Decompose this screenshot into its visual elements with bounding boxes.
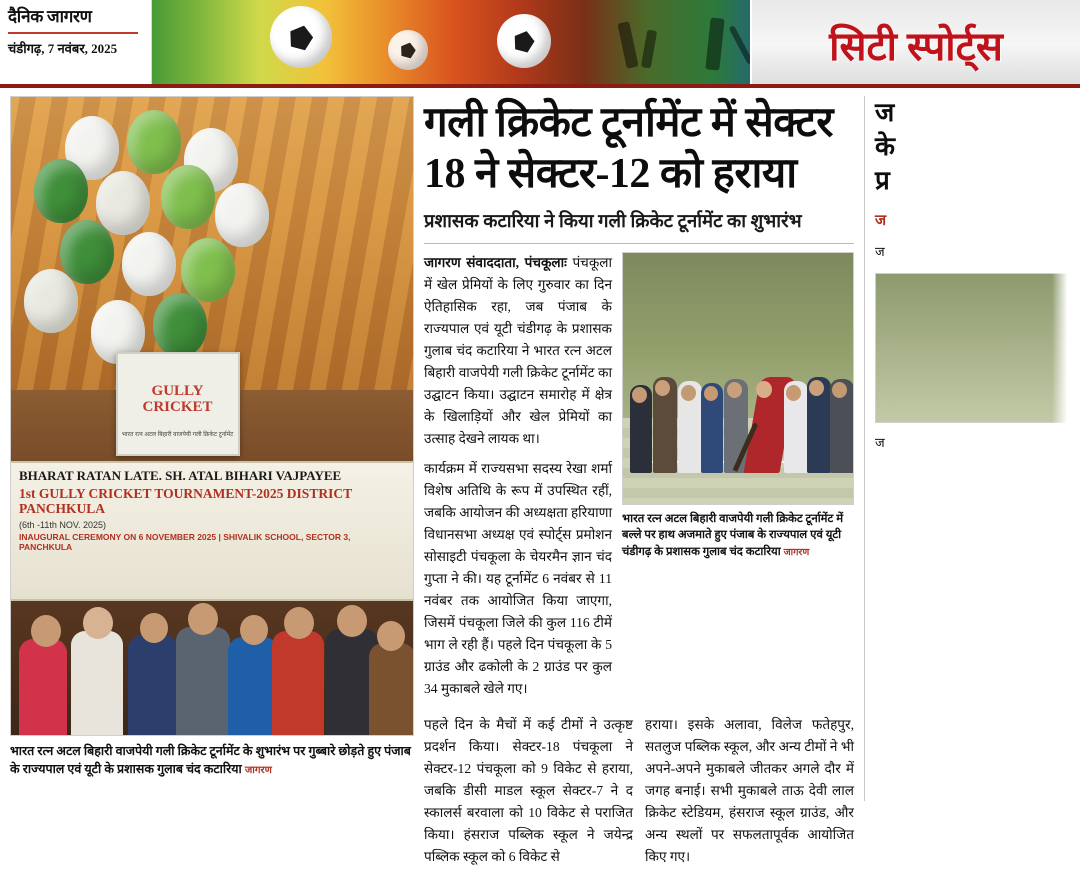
gully-cricket-placard bbox=[116, 352, 240, 456]
hoarding-line-4: INAUGURAL CEREMONY ON 6 NOVEMBER 2025 | SHIVALIK SCHOOL, SECTOR 3, PANCHKULA bbox=[19, 531, 351, 552]
football-icon bbox=[270, 6, 332, 68]
story-top-block bbox=[424, 252, 854, 708]
hoarding-line-1: BHARAT RATAN LATE. SH. ATAL BIHARI VAJPAYEE bbox=[19, 467, 342, 483]
athlete-silhouette bbox=[641, 29, 657, 68]
story-paragraph-2: कार्यक्रम में राज्यसभा सदस्य रेखा शर्मा विशेष अतिथि के रूप में उपस्थित रहीं, जबकि आयोजन की अध्यक्षता हरियाणा विधानसभा अध्यक्ष एवं स्पोर्ट्स प्रमोशन सोसाइटी पंचकूला के चेयरमैन ज्ञान चंद गुप्ता ने की। यह टूर्नामेंट 6 नवंबर से 11 नवंबर तक आयोजित किया जाएगा, जिसमें पंचकूला जिले की कुल 116 टीमें भाग ले रही हैं। पहले दिन पंचकूला के 5 ग्राउंड और ढकोली के 2 ग्राउंड पर कुल 34 मुकाबले खेले गए। bbox=[424, 460, 612, 696]
hoarding-line-3: (6th -11th NOV. 2025) bbox=[19, 519, 107, 530]
football-icon bbox=[388, 30, 428, 70]
football-icon bbox=[497, 14, 551, 68]
headline-line-1: गली क्रिकेट टूर्नामेंट में सेक्टर bbox=[424, 100, 833, 146]
right-photo bbox=[875, 273, 1070, 423]
right-subheadline: ज bbox=[875, 213, 887, 230]
main-story-column bbox=[424, 96, 854, 864]
story-photo-block bbox=[622, 252, 854, 708]
story-column-3 bbox=[645, 714, 854, 876]
athlete-silhouette bbox=[705, 17, 724, 70]
placard-title-line1: GULLY bbox=[151, 383, 204, 400]
edition-date: चंडीगढ़, 7 नवंबर, 2025 bbox=[8, 40, 118, 56]
masthead bbox=[0, 0, 1080, 88]
story-paragraph-3: पहले दिन के मैचों में कई टीमों ने उत्कृष्ट प्रदर्शन किया। सेक्टर-18 पंचकूला ने सेक्टर-12 पंचकूला को 9 विकेट से हराया, जबकि डीसी माडल स्कूल सेक्टर-7 ने द स्कालर्स बरवाला को 10 विकेट से पराजित किया। हंसराज पब्लिक स्कूल ने जयेन्द्र पब्लिक स्कूल को 6 विकेट से bbox=[424, 716, 633, 864]
governor-batting-photo bbox=[622, 252, 854, 505]
right-headline-line-1: ज bbox=[875, 98, 895, 127]
left-photo-caption bbox=[10, 742, 414, 779]
story-photo-credit: जागरण bbox=[783, 547, 810, 558]
section-title-plate bbox=[750, 0, 1080, 88]
headline-line-2: 18 ने सेक्टर-12 को हराया bbox=[424, 151, 797, 198]
story-column-2 bbox=[424, 714, 633, 876]
spectator-head bbox=[809, 380, 824, 396]
left-photo-caption-text: भारत रत्न अटल बिहारी वाजपेयी गली क्रिकेट टूर्नामेंट के शुभारंभ पर गुब्बारे छोड़ते हुए पंजाब के राज्यपाल एवं यूटी के प्रशासक गुलाब चंद कटारिया bbox=[10, 744, 411, 777]
story-paragraph-1 bbox=[424, 252, 612, 450]
story-column-1 bbox=[424, 252, 612, 708]
dateline: जागरण संवाददाता, पंचकूलाः bbox=[424, 254, 567, 270]
page-body bbox=[0, 88, 1080, 864]
left-photo-credit: जागरण bbox=[244, 765, 272, 777]
spectator-head bbox=[727, 382, 742, 398]
story-paragraph-4: हराया। इसके अलावा, विलेज फतेहपुर, सतलुज पब्लिक स्कूल, और अन्य टीमों ने भी अपने-अपने मुकाबले जीतकर अगले दौर में जगह बनाई। सभी मुकाबले ताऊ देवी लाल क्रिकेट स्टेडियम, हंसराज स्कूल ग्राउंड, और अन्य स्थलों पर सफलतापूर्वक आयोजित किए गए। bbox=[645, 716, 854, 864]
story-photo-caption-text: भारत रत्न अटल बिहारी वाजपेयी गली क्रिकेट टूर्नामेंट में बल्ले पर हाथ अजमाते हुए पंजाब के राज्यपाल एवं यूटी चंडीगढ़ के प्रशासक गुलाब चंद कटारिया bbox=[622, 512, 844, 558]
right-cutoff-column bbox=[864, 96, 1070, 801]
hoarding-line-2: 1st GULLY CRICKET TOURNAMENT-2025 DISTRICT PANCHKULA bbox=[19, 485, 352, 517]
spectator-head bbox=[786, 385, 801, 401]
placard-subtitle: भारत रत्न अटल बिहारी वाजपेयी गली क्रिकेट टूर्नामेंट bbox=[121, 431, 234, 438]
masthead-brand-block bbox=[0, 0, 152, 88]
inauguration-photo bbox=[10, 96, 414, 736]
right-headline-line-3: प्र bbox=[875, 165, 890, 195]
story-subheadline: प्रशासक कटारिया ने किया गली क्रिकेट टूर्नामेंट का शुभारंभ bbox=[424, 210, 854, 243]
brand-divider bbox=[8, 32, 138, 34]
story-photo-caption bbox=[622, 511, 854, 561]
page-title bbox=[424, 98, 854, 200]
photo-crowd bbox=[11, 582, 413, 735]
athlete-silhouette bbox=[617, 21, 638, 68]
event-hoarding bbox=[11, 461, 413, 601]
placard-title-line2: CRICKET bbox=[142, 398, 213, 415]
spectator-head bbox=[681, 385, 696, 401]
newspaper-logo: दैनिक जागरण bbox=[8, 7, 92, 26]
left-photo-column bbox=[10, 96, 414, 801]
story-bottom-block bbox=[424, 714, 854, 876]
right-body-text-2: ज bbox=[875, 435, 885, 451]
right-headline bbox=[875, 96, 1070, 197]
story-paragraph-1-text: पंचकूला में खेल प्रेमियों के लिए गुरुवार का दिन ऐतिहासिक रहा, जब पंजाब के राज्यपाल एवं यूटी चंडीगढ़ के प्रशासक गुलाब चंद कटारिया ने भारत रत्न अटल बिहारी वाजपेयी गली क्रिकेट टूर्नामेंट का उद्घाटन किया। उद्घाटन समारोह में क्षेत्र के खिलाड़ियों और खेल प्रेमियों का उत्साह देखने लायक था। bbox=[424, 254, 612, 446]
section-title: सिटी स्पोर्ट्स bbox=[829, 23, 1003, 69]
right-body-text: ज bbox=[875, 244, 885, 260]
right-headline-line-2: के bbox=[875, 131, 895, 161]
spectator-head bbox=[704, 386, 718, 401]
spectator-head bbox=[655, 380, 670, 396]
